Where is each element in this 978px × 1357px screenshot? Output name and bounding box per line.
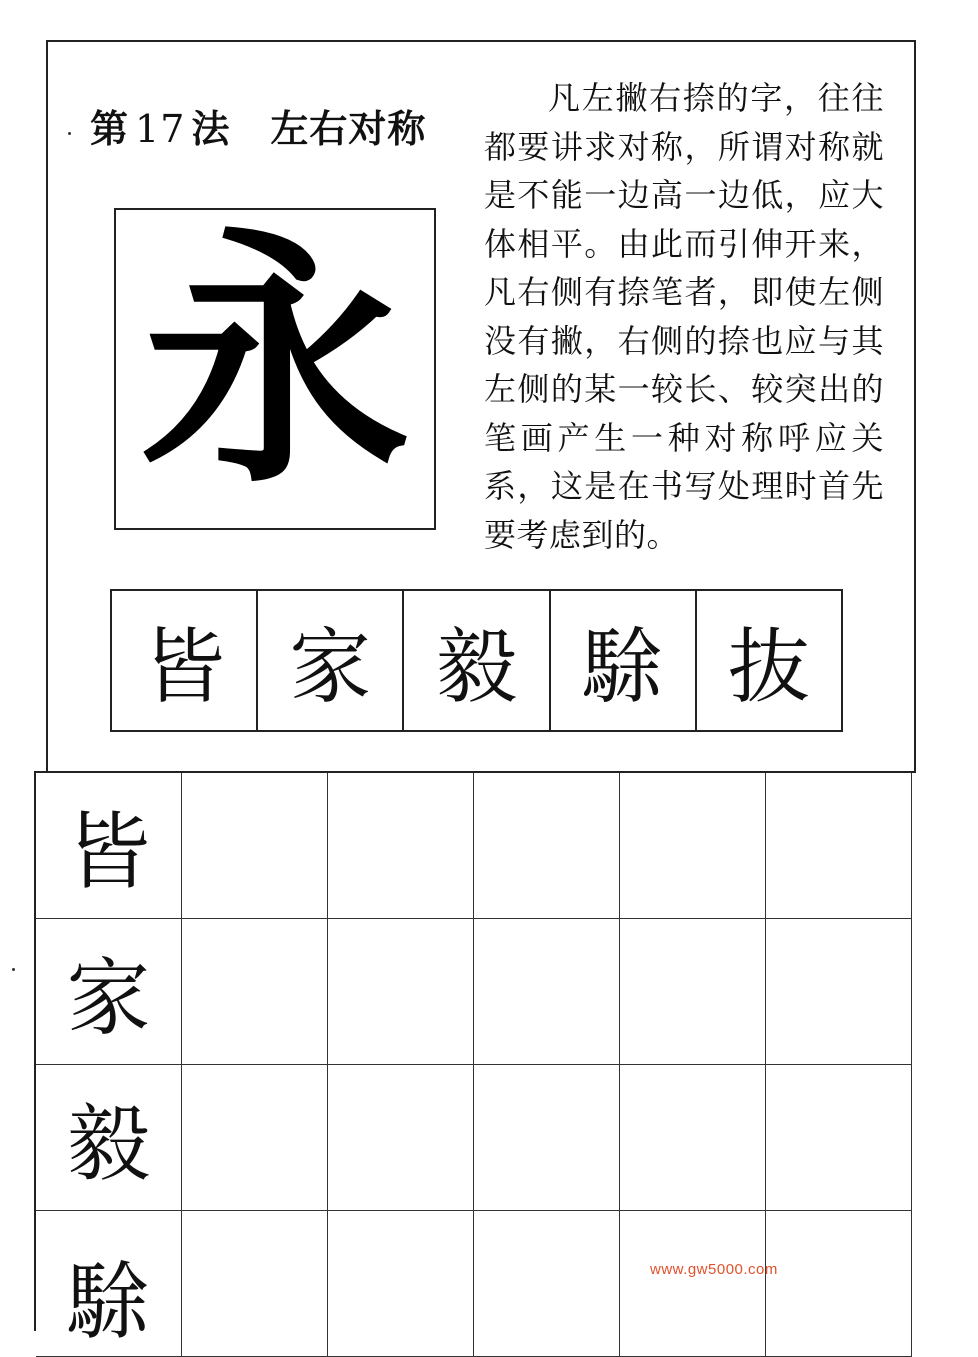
- example-strip: [110, 589, 843, 732]
- practice-blank-cell: [620, 1211, 766, 1357]
- practice-blank-cell: [474, 919, 620, 1065]
- practice-blank-cell: [328, 1065, 474, 1211]
- practice-model-char: 家: [36, 919, 182, 1065]
- practice-row: [36, 919, 916, 1065]
- main-glyph: 永: [140, 205, 410, 520]
- example-char: 家: [258, 591, 404, 730]
- practice-blank-cell: [182, 919, 328, 1065]
- practice-blank-cell: [328, 1211, 474, 1357]
- practice-model-char: 駼: [36, 1211, 182, 1357]
- lesson-number: 17: [135, 107, 186, 151]
- explanation-text: 凡左撇右捺的字，往往都要讲求对称，所谓对称就是不能一边高一边低，应大体相平。由此而引伸开来，凡右侧有捺笔者，即使左侧没有撇，右侧的捺也应与其左侧的某一较长、较突出的笔画产生一种对称呼应关系，这是在书写处理时首先要考虑到的。: [484, 79, 884, 554]
- example-char: 毅: [404, 591, 550, 730]
- practice-blank-cell: [766, 1211, 912, 1357]
- practice-blank-cell: [328, 773, 474, 919]
- main-glyph-box: [114, 205, 436, 530]
- stray-dot: [12, 968, 15, 971]
- practice-blank-cell: [474, 1211, 620, 1357]
- practice-blank-cell: [474, 773, 620, 919]
- practice-blank-cell: [620, 919, 766, 1065]
- practice-blank-cell: [620, 1065, 766, 1211]
- practice-grid: [34, 771, 916, 1351]
- lesson-label-suffix: 法: [191, 107, 231, 151]
- lesson-label-prefix: 第: [90, 107, 130, 151]
- example-char: 抜: [727, 620, 810, 715]
- practice-blank-cell: [620, 773, 766, 919]
- practice-blank-cell: [182, 773, 328, 919]
- practice-model-char: 皆: [36, 773, 182, 919]
- practice-row: [36, 1065, 916, 1211]
- practice-blank-cell: [766, 1065, 912, 1211]
- example-char: 駼: [551, 591, 697, 730]
- practice-blank-cell: [766, 919, 912, 1065]
- practice-blank-cell: [766, 773, 912, 919]
- practice-blank-cell: [182, 1211, 328, 1357]
- practice-row: [36, 773, 916, 919]
- watermark-text: www.gw5000.com: [650, 1261, 778, 1278]
- practice-row: [36, 1211, 916, 1357]
- practice-blank-cell: [474, 1065, 620, 1211]
- stray-dot: [68, 132, 71, 135]
- practice-model-char: 毅: [36, 1065, 182, 1211]
- lesson-title: [90, 98, 426, 153]
- practice-blank-cell: [182, 1065, 328, 1211]
- practice-blank-cell: [328, 919, 474, 1065]
- lesson-subtitle: 左右对称: [270, 107, 427, 151]
- example-char: 皆: [112, 591, 258, 730]
